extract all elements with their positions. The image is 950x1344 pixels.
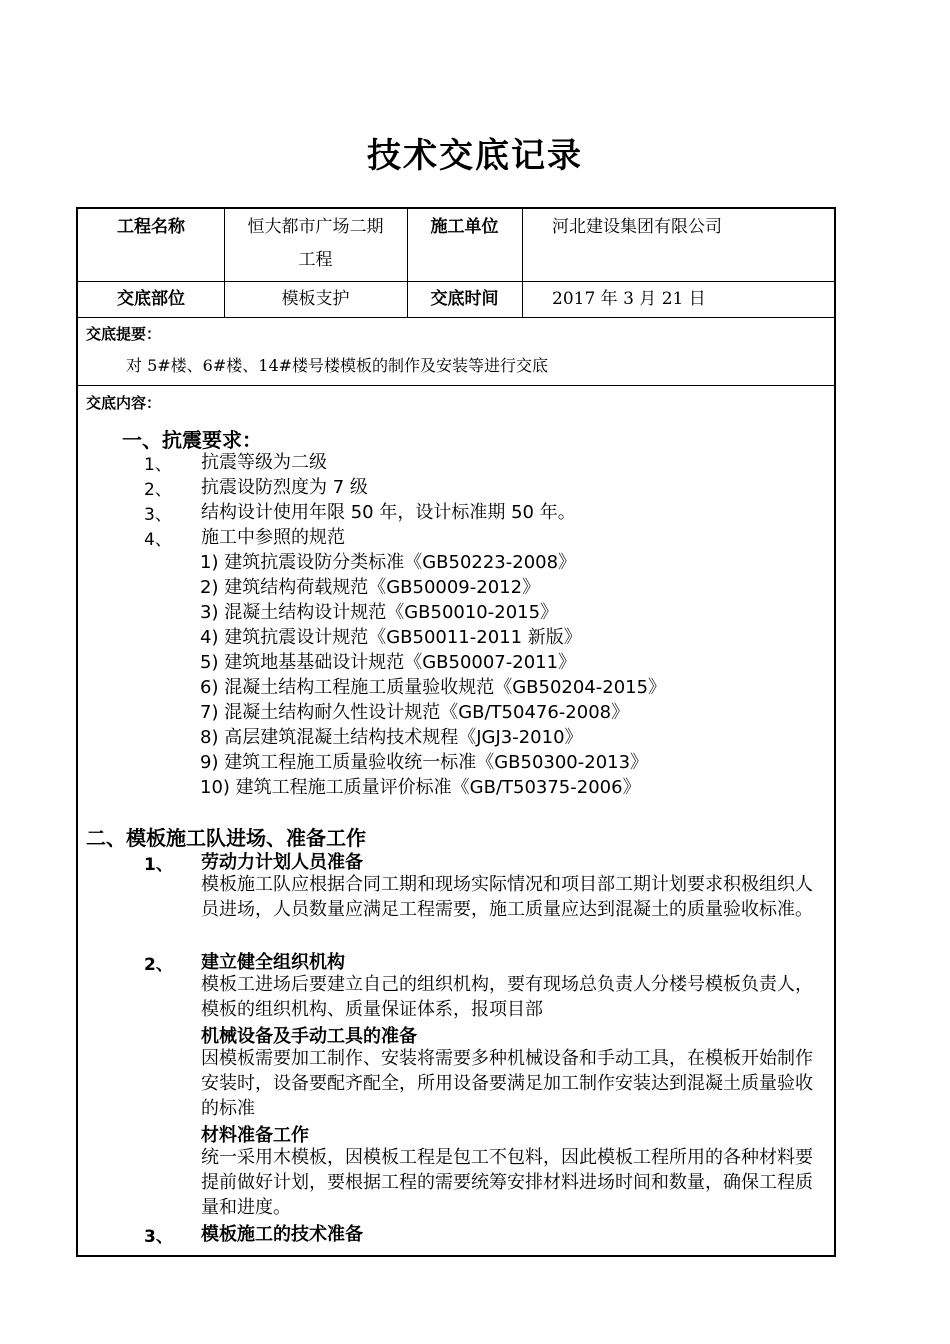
section1-heading: 一、抗震要求：	[122, 428, 262, 452]
standard-item: 7) 混凝土结构耐久性设计规范《GB/T50476-2008》	[200, 702, 630, 723]
project-name-line2: 工程	[298, 250, 333, 270]
standard-item: 8) 高层建筑混凝土结构技术规程《JGJ3-2010》	[200, 727, 583, 748]
standard-item: 10) 建筑工程施工质量评价标准《GB/T50375-2006》	[200, 777, 641, 798]
subsection-title: 机械设备及手动工具的准备	[201, 1026, 417, 1047]
item-title: 模板施工的技术准备	[201, 1224, 363, 1245]
row-divider	[78, 385, 834, 386]
project-name-line1: 恒大都市广场二期	[247, 217, 384, 237]
record-table	[76, 207, 836, 1257]
col-divider	[522, 209, 523, 317]
standard-item: 4) 建筑抗震设计规范《GB50011-2011 新版》	[200, 627, 582, 648]
subsection-paragraph: 因模板需要加工制作、安装将需要多种机械设备和手动工具，在模板开始制作安装时，设备要配齐配全，所用设备要满足加工制作安装达到混凝土质量验收的标准	[201, 1048, 813, 1119]
item-number: 4、	[144, 530, 172, 550]
item-text: 抗震等级为二级	[201, 452, 327, 473]
item-number: 1、	[144, 455, 172, 475]
subsection-paragraph: 统一采用木模板，因模板工程是包工不包料，因此模板工程所用的各种材料要提前做好计划，要根据工程的需要统筹安排材料进场时间和数量，确保工程质量和进度。	[201, 1147, 813, 1218]
summary-text: 对 5#楼、6#楼、14#楼号楼模板的制作及安装等进行交底	[126, 356, 549, 375]
item-paragraph: 模板施工队应根据合同工期和现场实际情况和项目部工期计划要求积极组织人员进场，人员数量应满足工程需要，施工质量应达到混凝土的质量验收标准。	[201, 874, 813, 920]
item-text: 抗震设防烈度为 7 级	[201, 477, 368, 498]
item-text: 施工中参照的规范	[201, 527, 345, 548]
item-paragraph: 模板工进场后要建立自己的组织机构，要有现场总负责人分楼号模板负责人，模板的组织机构、质量保证体系，报项目部	[201, 974, 813, 1020]
standard-item: 6) 混凝土结构工程施工质量验收规范《GB50204-2015》	[200, 677, 667, 698]
subsection-title: 材料准备工作	[201, 1125, 309, 1146]
item-number: 2、	[144, 955, 173, 975]
standard-item: 3) 混凝土结构设计规范《GB50010-2015》	[200, 602, 559, 623]
contractor-label: 施工单位	[430, 217, 499, 237]
time-label: 交底时间	[430, 289, 499, 309]
item-text: 结构设计使用年限 50 年，设计标准期 50 年。	[201, 502, 576, 523]
item-number: 3、	[144, 1227, 173, 1247]
row-divider	[78, 317, 834, 318]
item-number: 3、	[144, 505, 172, 525]
standard-item: 1) 建筑抗震设防分类标准《GB50223-2008》	[200, 552, 577, 573]
project-name-label: 工程名称	[117, 217, 185, 237]
item-title: 劳动力计划人员准备	[201, 852, 363, 873]
contractor-value: 河北建设集团有限公司	[552, 217, 722, 237]
part-label: 交底部位	[117, 289, 185, 309]
time-value: 2017 年 3 月 21 日	[552, 289, 706, 309]
item-number: 2、	[144, 480, 172, 500]
section2-heading: 二、模板施工队进场、准备工作	[86, 826, 366, 850]
summary-label: 交底提要：	[86, 325, 162, 343]
standard-item: 9) 建筑工程施工质量验收统一标准《GB50300-2013》	[200, 752, 649, 773]
item-number: 1、	[144, 855, 173, 875]
document-title: 技术交底记录	[367, 136, 583, 176]
standard-item: 2) 建筑结构荷载规范《GB50009-2012》	[200, 577, 541, 598]
part-value: 模板支护	[281, 289, 350, 309]
content-label: 交底内容：	[86, 394, 162, 412]
item-title: 建立健全组织机构	[201, 952, 345, 973]
standard-item: 5) 建筑地基基础设计规范《GB50007-2011》	[200, 652, 577, 673]
